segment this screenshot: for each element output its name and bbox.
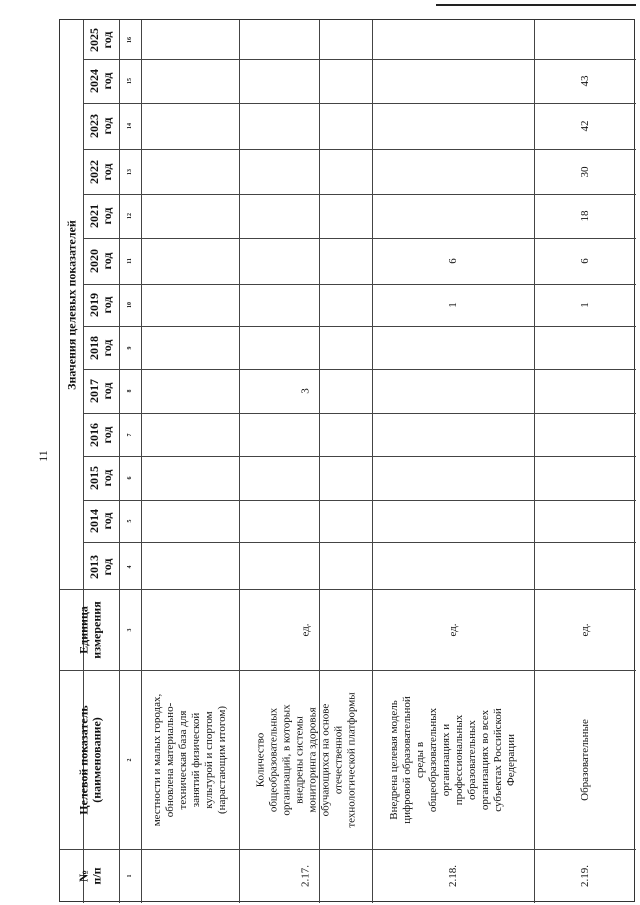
year-header-cell — [83, 103, 119, 149]
row-indicator: местности и малых городах, обновлена материально- техническая база для занятий физической культурой и спортом (нарастающим итогом) — [151, 693, 228, 826]
column-number-cell — [119, 670, 141, 849]
year-header-cell — [83, 59, 119, 103]
row-value-2022: 30 — [578, 166, 591, 177]
row-number: 2.18. — [446, 865, 459, 887]
row-value-2023 — [141, 105, 239, 147]
year-header-cell — [83, 542, 119, 591]
column-number-cell — [119, 59, 141, 103]
year-header-cell — [83, 20, 119, 59]
year-header-cell — [83, 238, 119, 284]
row-unit-cell — [534, 589, 636, 670]
year-header: 2020 год — [87, 249, 114, 273]
row-number-cell — [372, 849, 534, 903]
column-number: 10 — [126, 302, 133, 308]
col-no-header-cell — [60, 849, 119, 903]
col-indicator-header-cell — [60, 670, 119, 849]
row-unit-cell — [239, 589, 372, 670]
values-group-header-cell — [60, 20, 83, 589]
col-indicator-header: Целевой показатель (наименование) — [75, 704, 103, 815]
year-header: 2023 год — [87, 114, 114, 138]
year-header: 2017 год — [87, 379, 114, 403]
column-number-cell — [119, 194, 141, 238]
row-value-2019: 1 — [446, 302, 459, 308]
row-unit-cell — [372, 589, 534, 670]
year-header: 2015 год — [87, 466, 114, 490]
column-number-cell — [119, 500, 141, 542]
year-header-cell — [83, 194, 119, 238]
row-number: 2.17. — [299, 865, 311, 887]
year-header: 2018 год — [87, 335, 114, 360]
column-number-cell — [119, 542, 141, 591]
row-unit: ед. — [578, 622, 591, 637]
row-value-2023-cell — [141, 103, 239, 149]
year-header-cell — [83, 456, 119, 500]
row-number-cell — [534, 849, 636, 903]
year-header-cell — [83, 326, 119, 369]
year-header-cell — [83, 149, 119, 194]
year-header-cell — [83, 369, 119, 413]
column-number: 16 — [126, 36, 133, 43]
grid-line — [83, 542, 636, 543]
column-number: 9 — [126, 346, 133, 349]
year-header-cell — [83, 500, 119, 542]
column-number: 6 — [126, 476, 133, 480]
year-header: 2019 год — [87, 293, 114, 317]
column-number-cell — [119, 103, 141, 149]
row-value-2020-cell — [534, 238, 636, 284]
row-value-2019-cell — [372, 284, 534, 326]
year-header: 2021 год — [87, 204, 114, 228]
row-value-2017-cell — [239, 369, 372, 413]
row-number — [141, 851, 239, 901]
column-number: 7 — [126, 433, 133, 436]
row-indicator: Количество общеобразовательных организаций, в которых внедрены системы мониторинга здоровья обучающихся на основе отечественной технологической платформы — [253, 691, 357, 828]
row-value-2022-cell — [534, 149, 636, 194]
row-indicator-cell — [239, 670, 372, 849]
row-value-2021: 18 — [578, 210, 591, 222]
year-header: 2013 год — [87, 554, 114, 579]
column-number: 2 — [126, 758, 133, 761]
column-number-cell — [119, 849, 141, 903]
row-value-2020-cell — [141, 238, 239, 284]
row-value-2024-cell — [534, 59, 636, 103]
year-header-cell — [83, 284, 119, 326]
values-group-header: Значения целевых показателей — [64, 219, 78, 390]
year-header: 2025 год — [87, 27, 114, 52]
column-number-cell — [119, 20, 141, 59]
row-value-2020: 6 — [578, 258, 591, 264]
row-value-2020: 6 — [446, 258, 459, 264]
column-number: 13 — [126, 168, 133, 175]
row-unit: ед. — [446, 622, 459, 637]
row-indicator-cell — [141, 670, 239, 849]
row-indicator: Внедрена целевая модель цифровой образовательной среды в общеобразовательных организациях и профессиональных образовательных организациях во всех субъектах Российской Федерации — [388, 695, 517, 824]
row-value-2021-cell — [534, 194, 636, 238]
column-number: 15 — [126, 78, 133, 84]
row-unit — [141, 591, 239, 668]
col-unit-header: Единица измерения — [75, 600, 103, 659]
grid-line — [83, 413, 636, 414]
column-number-cell — [119, 413, 141, 456]
row-value-2017: 3 — [299, 388, 311, 394]
column-number-cell — [119, 369, 141, 413]
row-unit-cell — [141, 589, 239, 670]
row-value-2020 — [141, 240, 239, 282]
row-value-2019-cell — [534, 284, 636, 326]
column-number-cell — [119, 238, 141, 284]
row-number-cell — [239, 849, 372, 903]
column-number: 3 — [126, 628, 133, 631]
row-unit: ед. — [299, 622, 311, 637]
indicators-table — [59, 19, 635, 902]
header-rule — [436, 4, 636, 6]
column-number: 1 — [126, 874, 133, 878]
year-header-cell — [83, 413, 119, 456]
row-number: 2.19. — [578, 865, 591, 887]
year-header: 2014 год — [87, 509, 114, 533]
row-value-2023: 42 — [578, 120, 591, 132]
col-no-header: № п/п — [75, 867, 103, 885]
year-header: 2022 год — [87, 159, 114, 184]
column-number-cell — [119, 589, 141, 670]
row-indicator-cell — [534, 670, 636, 849]
column-number-cell — [119, 456, 141, 500]
row-value-2019: 1 — [578, 302, 591, 308]
column-number: 5 — [126, 519, 133, 523]
column-number: 12 — [126, 213, 133, 219]
grid-line — [83, 456, 636, 457]
year-header: 2016 год — [87, 422, 114, 447]
column-number: 11 — [126, 258, 133, 264]
row-value-2024: 43 — [578, 75, 591, 87]
page-number: 11 — [36, 450, 50, 462]
col-unit-header-cell — [60, 589, 119, 670]
column-number: 4 — [126, 565, 133, 568]
row-value-2023-cell — [534, 103, 636, 149]
grid-line — [83, 326, 636, 327]
row-indicator: Образовательные — [578, 718, 591, 801]
column-number-cell — [119, 149, 141, 194]
row-number-cell — [141, 849, 239, 903]
row-value-2020-cell — [372, 238, 534, 284]
year-header: 2024 год — [87, 69, 114, 93]
grid-line — [83, 500, 636, 501]
column-number-cell — [119, 284, 141, 326]
column-number-cell — [119, 326, 141, 369]
column-number: 14 — [126, 123, 133, 129]
column-number: 8 — [126, 389, 133, 393]
row-indicator-cell — [372, 670, 534, 849]
